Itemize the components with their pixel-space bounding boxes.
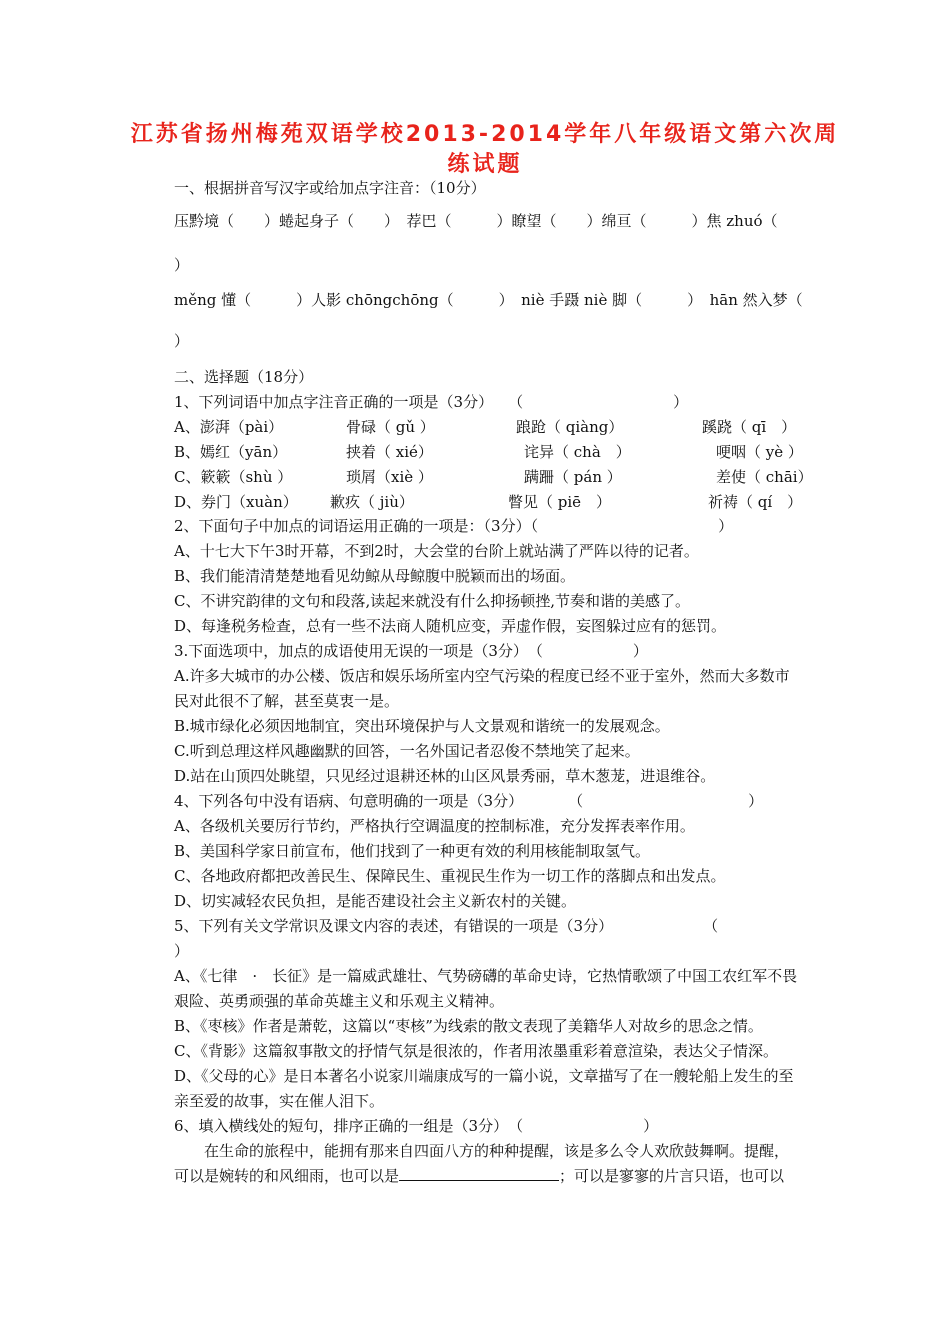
q5-option-a-line-2: 艰险、英勇顽强的革命英雄主义和乐观主义精神。 [174,992,505,1010]
title-line-2: 练试题 [447,152,523,177]
q5-option-b: B、《枣核》作者是萧乾，这篇以“枣核”为线索的散文表现了美籍华人对故乡的思念之情。 [174,1017,763,1035]
section-1-row-1: 压黔境（ ）蜷起身子（ ） 荐巴（ ）瞭望（ ）绵亘（ ）焦 zhuó（ [174,212,778,230]
q1-b-2: 挟着（ xié） [346,443,433,461]
q1-a-1: A、澎湃（pài） [174,418,284,436]
q3-option-d: D.站在山顶四处眺望，只见经过退耕还林的山区风景秀丽，草木葱茏，进退维谷。 [174,767,716,785]
q1-b-4: 哽咽（ yè ） [716,443,803,461]
q1-b-1: B、嫣红（yān） [174,443,288,461]
q3-option-b: B.城市绿化必须因地制宜，突出环境保护与人文景观和谐统一的发展观念。 [174,717,670,735]
q3-stem: 3.下面选项中，加点的成语使用无误的一项是（3分） （ ） [174,642,648,660]
q4-stem: 4、下列各句中没有语病、句意明确的一项是（3分） （ ） [174,792,764,810]
q3-option-c: C.听到总理这样风趣幽默的回答，一名外国记者忍俊不禁地笑了起来。 [174,742,640,760]
q1-d-2: 歉疚（ jiù） [330,493,414,511]
q6-passage-line-1: 在生命的旅程中，能拥有那来自四面八方的种种提醒，该是多么令人欢欣鼓舞啊。提醒， [174,1142,790,1160]
q5-option-d-line-1: D、《父母的心》是日本著名小说家川端康成写的一篇小说，文章描写了在一艘轮船上发生的至 [174,1067,794,1085]
q1-stem: 1、下列词语中加点字注音正确的一项是（3分） （ ） [174,393,689,411]
q1-c-1: C、簌簌（shù ） [174,468,293,486]
q1-d-4: 祈祷（ qí ） [708,493,803,511]
fill-in-blank[interactable] [399,1166,559,1181]
exam-title [100,120,870,180]
q6-passage-part-1: 可以是婉转的和风细雨，也可以是 [174,1167,400,1185]
q1-c-3: 蹒跚（ pán ） [524,468,622,486]
section-2-heading: 二、选择题（18分） [174,368,314,386]
section-1-row-2: měng 懂（ ）人影 chōngchōng（ ） niè 手蹑 niè 脚（ ） hān 然入梦（ [174,291,803,309]
q5-stem-end: ） [174,942,190,960]
q5-option-c: C、《背影》这篇叙事散文的抒情气氛是很浓的，作者用浓墨重彩着意渲染，表达父子情深。 [174,1042,778,1060]
q2-option-d: D、每逢税务检查，总有一些不法商人随机应变，弄虚作假，妄图躲过应有的惩罚。 [174,617,727,635]
q4-option-c: C、各地政府都把改善民生、保障民生、重视民生作为一切工作的落脚点和出发点。 [174,867,726,885]
q6-passage-part-2: ；可以是寥寥的片言只语，也可以 [559,1167,785,1185]
q6-stem: 6、填入横线处的短句，排序正确的一组是（3分） （ ） [174,1117,659,1135]
section-1-row-1-end: ） [174,256,190,274]
q4-option-b: B、美国科学家日前宣布，他们找到了一种更有效的利用核能制取氢气。 [174,842,651,860]
q1-c-4: 差使（ chāi） [716,468,813,486]
q3-option-a-line-2: 民对此很不了解，甚至莫衷一是。 [174,692,400,710]
q5-option-a-line-1: A、《七律 · 长征》是一篇威武雄壮、气势磅礴的革命史诗，它热情歌颂了中国工农红军不畏 [174,967,798,985]
title-line-1: 江苏省扬州梅苑双语学校2013-2014学年八年级语文第六次周 [130,122,840,147]
q6-passage-line-2 [174,1166,878,1186]
q1-c-2: 琐屑（xiè ） [346,468,433,486]
section-1-heading: 一、根据拼音写汉字或给加点字注音：（10分） [174,179,486,197]
q2-option-c: C、不讲究韵律的文句和段落,读起来就没有什么抑扬顿挫,节奏和谐的美感了。 [174,592,691,610]
q1-d-1: D、券门（xuàn） [174,493,298,511]
section-1-row-2-end: ） [174,332,190,350]
q1-a-4: 蹊跷（ qī ） [702,418,797,436]
q1-b-3: 诧异（ chà ） [524,443,631,461]
q1-a-2: 骨碌（ gǔ ） [346,418,435,436]
q3-option-a-line-1: A.许多大城市的办公楼、饭店和娱乐场所室内空气污染的程度已经不亚于室外，然而大多数市 [174,667,790,685]
q5-option-d-line-2: 亲至爱的故事，实在催人泪下。 [174,1092,385,1110]
q4-option-d: D、切实减轻农民负担，是能否建设社会主义新农村的关键。 [174,892,577,910]
q1-d-3: 瞥见（ piē ） [508,493,612,511]
q4-option-a: A、各级机关要厉行节约，严格执行空调温度的控制标准，充分发挥表率作用。 [174,817,695,835]
q5-stem: 5、下列有关文学常识及课文内容的表述，有错误的一项是（3分） （ [174,917,719,935]
q2-option-a: A、十七大下午3时开幕，不到2时，大会堂的台阶上就站满了严阵以待的记者。 [174,542,699,560]
q1-a-3: 踉跄（ qiàng） [516,418,624,436]
q2-option-b: B、我们能清清楚楚地看见幼鲸从母鲸腹中脱颖而出的场面。 [174,567,576,585]
q2-stem: 2、下面句子中加点的词语运用正确的一项是：（3分）（ ） [174,517,734,535]
